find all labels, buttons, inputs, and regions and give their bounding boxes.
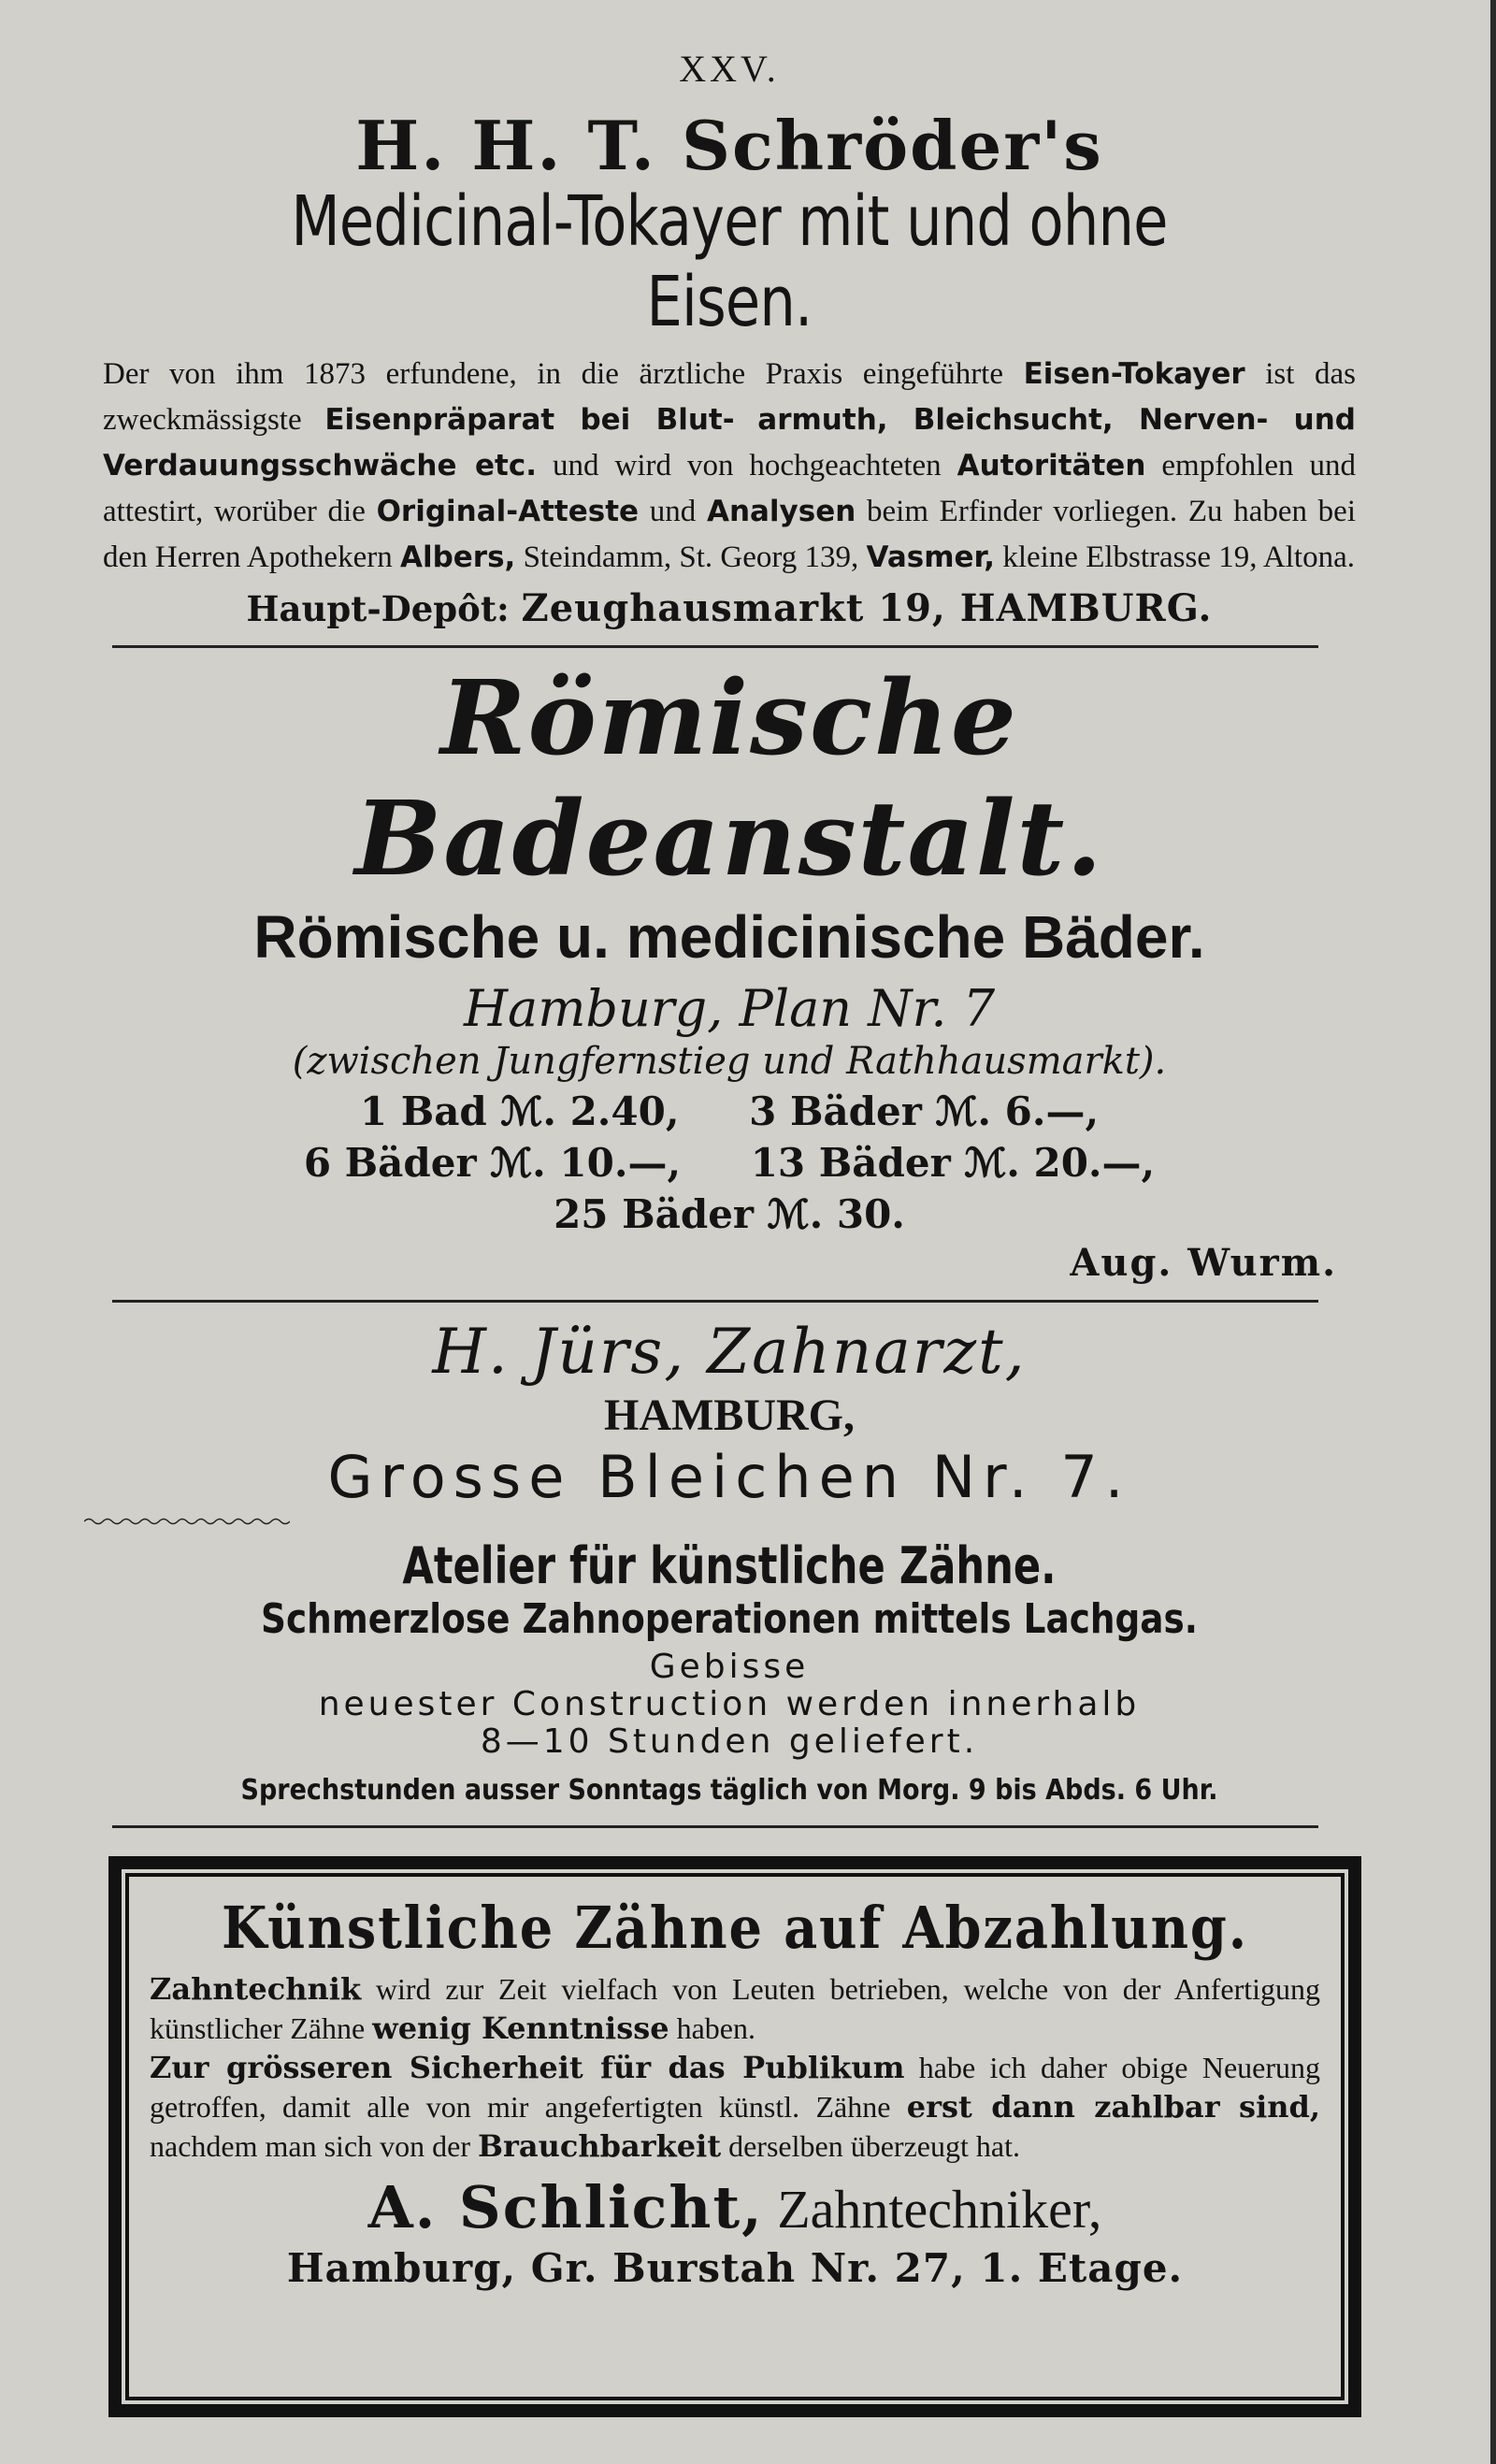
desc-text: empfohlen und attestirt, — [103, 449, 1356, 528]
para-text: habe ich daher obige Neuerung getroffen, damit alle von mir angefertigten künstl. Zähne — [150, 2051, 1320, 2124]
para-bold: Zur grösseren Sicherheit für das Publikum — [150, 2050, 905, 2085]
page-number: XXV. — [679, 48, 780, 90]
desc-bold: Original-Atteste — [376, 495, 640, 528]
gebisse-line: neuester Construction werden innerhalb — [318, 1685, 1141, 1723]
para-bold: wenig Kenntnisse — [372, 2010, 669, 2046]
schroeder-ad — [84, 106, 1374, 630]
advertisement-page — [84, 37, 1374, 2431]
page-edge — [1490, 0, 1496, 2464]
para-bold: erst dann zahlbar sind, — [906, 2089, 1321, 2125]
para-bold: Brauchbarkeit — [478, 2128, 722, 2164]
price-row — [84, 1191, 1374, 1237]
desc-bold: Albers, — [399, 540, 516, 574]
gebisse-line: 8—10 Stunden geliefert. — [480, 1722, 979, 1761]
price-row — [84, 1088, 1374, 1134]
schlicht-paragraph-2 — [150, 2048, 1320, 2166]
divider — [112, 1300, 1318, 1303]
schroeder-depot — [84, 586, 1374, 630]
desc-bold: Analysen — [706, 495, 856, 528]
roman-heading: Römische Badeanstalt. — [354, 657, 1104, 899]
desc-bold: Autoritäten — [957, 449, 1146, 483]
divider — [112, 645, 1318, 648]
roman-subheading: Römische u. medicinische Bäder. — [253, 903, 1205, 971]
desc-bold: Eisen-Tokayer — [1023, 357, 1245, 391]
schlicht-paragraph-1 — [150, 1969, 1320, 2048]
desc-text: beim Erfinder vorliegen. — [856, 495, 1178, 528]
juers-painless: Schmerzlose Zahnoperationen mittels Lachgas. — [261, 1595, 1198, 1643]
price-item: 25 Bäder ℳ. 30. — [554, 1191, 905, 1237]
schlicht-ad — [150, 1894, 1320, 2291]
desc-text: Steindamm, St. Georg 139, — [515, 540, 859, 574]
schroeder-description — [103, 352, 1356, 581]
desc-text: Der von ihm 1873 erfundene, in die ärztliche Praxis eingeführte — [103, 357, 1003, 391]
schroeder-name: H. H. T. Schröder's — [355, 106, 1103, 185]
price-item: 6 Bäder ℳ. 10.—, — [303, 1140, 682, 1186]
desc-text: kleine Elbstrasse 19, Altona. — [995, 540, 1355, 574]
schlicht-name: A. Schlicht, — [367, 2173, 764, 2241]
schlicht-title: Zahntechniker, — [763, 2179, 1102, 2240]
depot-address: Zeughausmarkt 19, HAMBURG. — [521, 586, 1213, 630]
desc-text: und wird von hochgeachteten — [553, 449, 957, 483]
para-text: derselben überzeugt hat. — [721, 2129, 1020, 2163]
roman-owner: Aug. Wurm. — [1070, 1241, 1337, 1285]
juers-street: Grosse Bleichen Nr. 7. — [327, 1443, 1131, 1511]
desc-text: Zu haben bei den Herren Apothekern — [103, 495, 1356, 574]
juers-ad — [84, 1316, 1374, 1807]
desc-text: und — [639, 495, 707, 528]
roman-location: Hamburg, Plan Nr. 7 — [463, 979, 996, 1038]
depot-label: Haupt-Depôt: — [246, 588, 510, 629]
schroeder-product: Medicinal-Tokayer mit und ohne Eisen. — [291, 181, 1168, 342]
price-item: 1 Bad ℳ. 2.40, — [359, 1088, 680, 1134]
schlicht-ad-frame — [108, 1856, 1361, 2417]
roman-between: (zwischen Jungfernstieg und Rathhausmarkt). — [292, 1040, 1167, 1083]
gebisse-line: Gebisse — [649, 1648, 810, 1686]
price-item: 3 Bäder ℳ. 6.—, — [749, 1088, 1100, 1134]
juers-hours: Sprechstunden ausser Sonntags täglich von Morg. 9 bis Abds. 6 Uhr. — [240, 1774, 1218, 1807]
para-bold: Zahntechnik — [150, 1971, 362, 2007]
divider — [112, 1825, 1318, 1828]
schlicht-address: Hamburg, Gr. Burstah Nr. 27, 1. Etage. — [286, 2245, 1184, 2291]
price-row — [84, 1140, 1374, 1186]
para-text: haben. — [669, 2011, 755, 2045]
para-text: wird zur Zeit vielfach von Leuten betrieben, welche von der Anfertigung künstlicher Zähne — [150, 1972, 1320, 2045]
juers-atelier: Atelier für künstliche Zähne. — [402, 1536, 1057, 1595]
schlicht-heading: Künstliche Zähne auf Abzahlung. — [222, 1894, 1248, 1962]
desc-text: ist das zweckmässigste — [103, 357, 1356, 437]
juers-gebisse — [84, 1649, 1374, 1761]
para-text: nachdem man sich von der — [150, 2129, 478, 2163]
desc-text: worüber die — [213, 495, 377, 528]
desc-bold: Vasmer, — [866, 540, 996, 574]
roman-bath-ad — [84, 657, 1374, 1285]
juers-name: H. Jürs, Zahnarzt, — [432, 1316, 1027, 1388]
price-item: 13 Bäder ℳ. 20.—, — [750, 1140, 1156, 1186]
juers-city: HAMBURG, — [604, 1391, 855, 1440]
desc-bold: Eisenpräparat bei Blut- — [324, 403, 735, 437]
schlicht-signature — [150, 2173, 1320, 2241]
ornament-squiggle — [84, 1517, 290, 1526]
desc-bold: armuth, Bleichsucht, Nerven- und Verdauungsschwäche etc. — [103, 403, 1356, 483]
